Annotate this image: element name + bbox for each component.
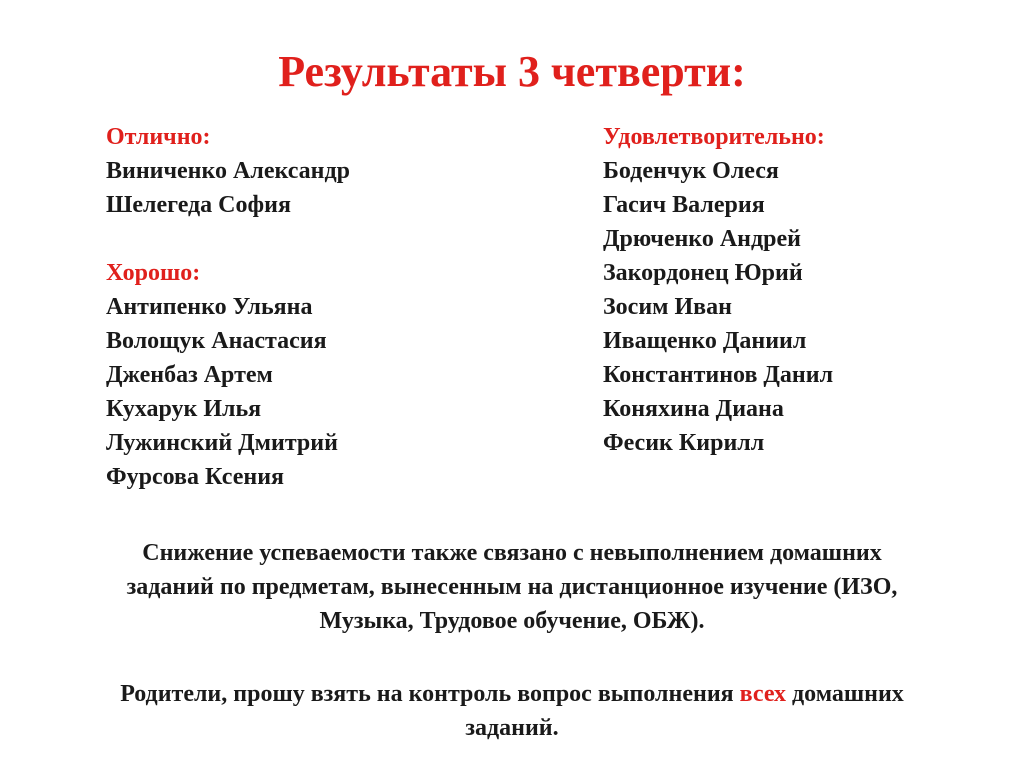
slide-title: Результаты 3 четверти:	[278, 47, 746, 96]
performance-note-line: Музыка, Трудовое обучение, ОБЖ).	[319, 608, 705, 634]
group-heading-excellent: Отлично:	[106, 124, 211, 150]
performance-note	[30, 536, 994, 638]
student-name: Фесик Кирилл	[603, 430, 765, 456]
appeal-text-end: домашних	[786, 681, 904, 707]
student-name: Боденчук Олеся	[603, 158, 779, 184]
group-heading-satisfactory: Удовлетворительно:	[603, 124, 825, 150]
student-name: Иващенко Даниил	[603, 328, 807, 354]
student-name: Гасич Валерия	[603, 192, 765, 218]
spacer	[106, 222, 546, 256]
appeal-text: Родители, прошу взять на контроль вопрос выполнения	[120, 681, 740, 707]
performance-note-line: Снижение успеваемости также связано с невыполнением домашних	[142, 540, 882, 566]
student-name: Виниченко Александр	[106, 158, 350, 184]
student-name: Фурсова Ксения	[106, 464, 285, 490]
student-name: Коняхина Диана	[603, 396, 784, 422]
student-name: Лужинский Дмитрий	[106, 430, 338, 456]
student-name: Кухарук Илья	[106, 396, 262, 422]
student-name: Дрюченко Андрей	[603, 226, 801, 252]
student-name: Волощук Анастасия	[106, 328, 327, 354]
left-column	[106, 120, 546, 494]
student-name: Шелегеда София	[106, 192, 291, 218]
group-heading-good: Хорошо:	[106, 260, 201, 286]
student-name: Зосим Иван	[603, 294, 732, 320]
right-column	[603, 120, 1003, 460]
student-name: Дженбаз Артем	[106, 362, 273, 388]
parents-appeal-line	[30, 677, 994, 711]
student-name: Антипенко Ульяна	[106, 294, 313, 320]
performance-note-line: заданий по предметам, вынесенным на дистанционное изучение (ИЗО,	[126, 574, 898, 600]
appeal-highlight: всех	[739, 681, 787, 707]
parents-appeal-line: заданий.	[465, 715, 559, 741]
parents-appeal	[30, 677, 994, 745]
student-name: Константинов Данил	[603, 362, 834, 388]
student-name: Закордонец Юрий	[603, 260, 803, 286]
